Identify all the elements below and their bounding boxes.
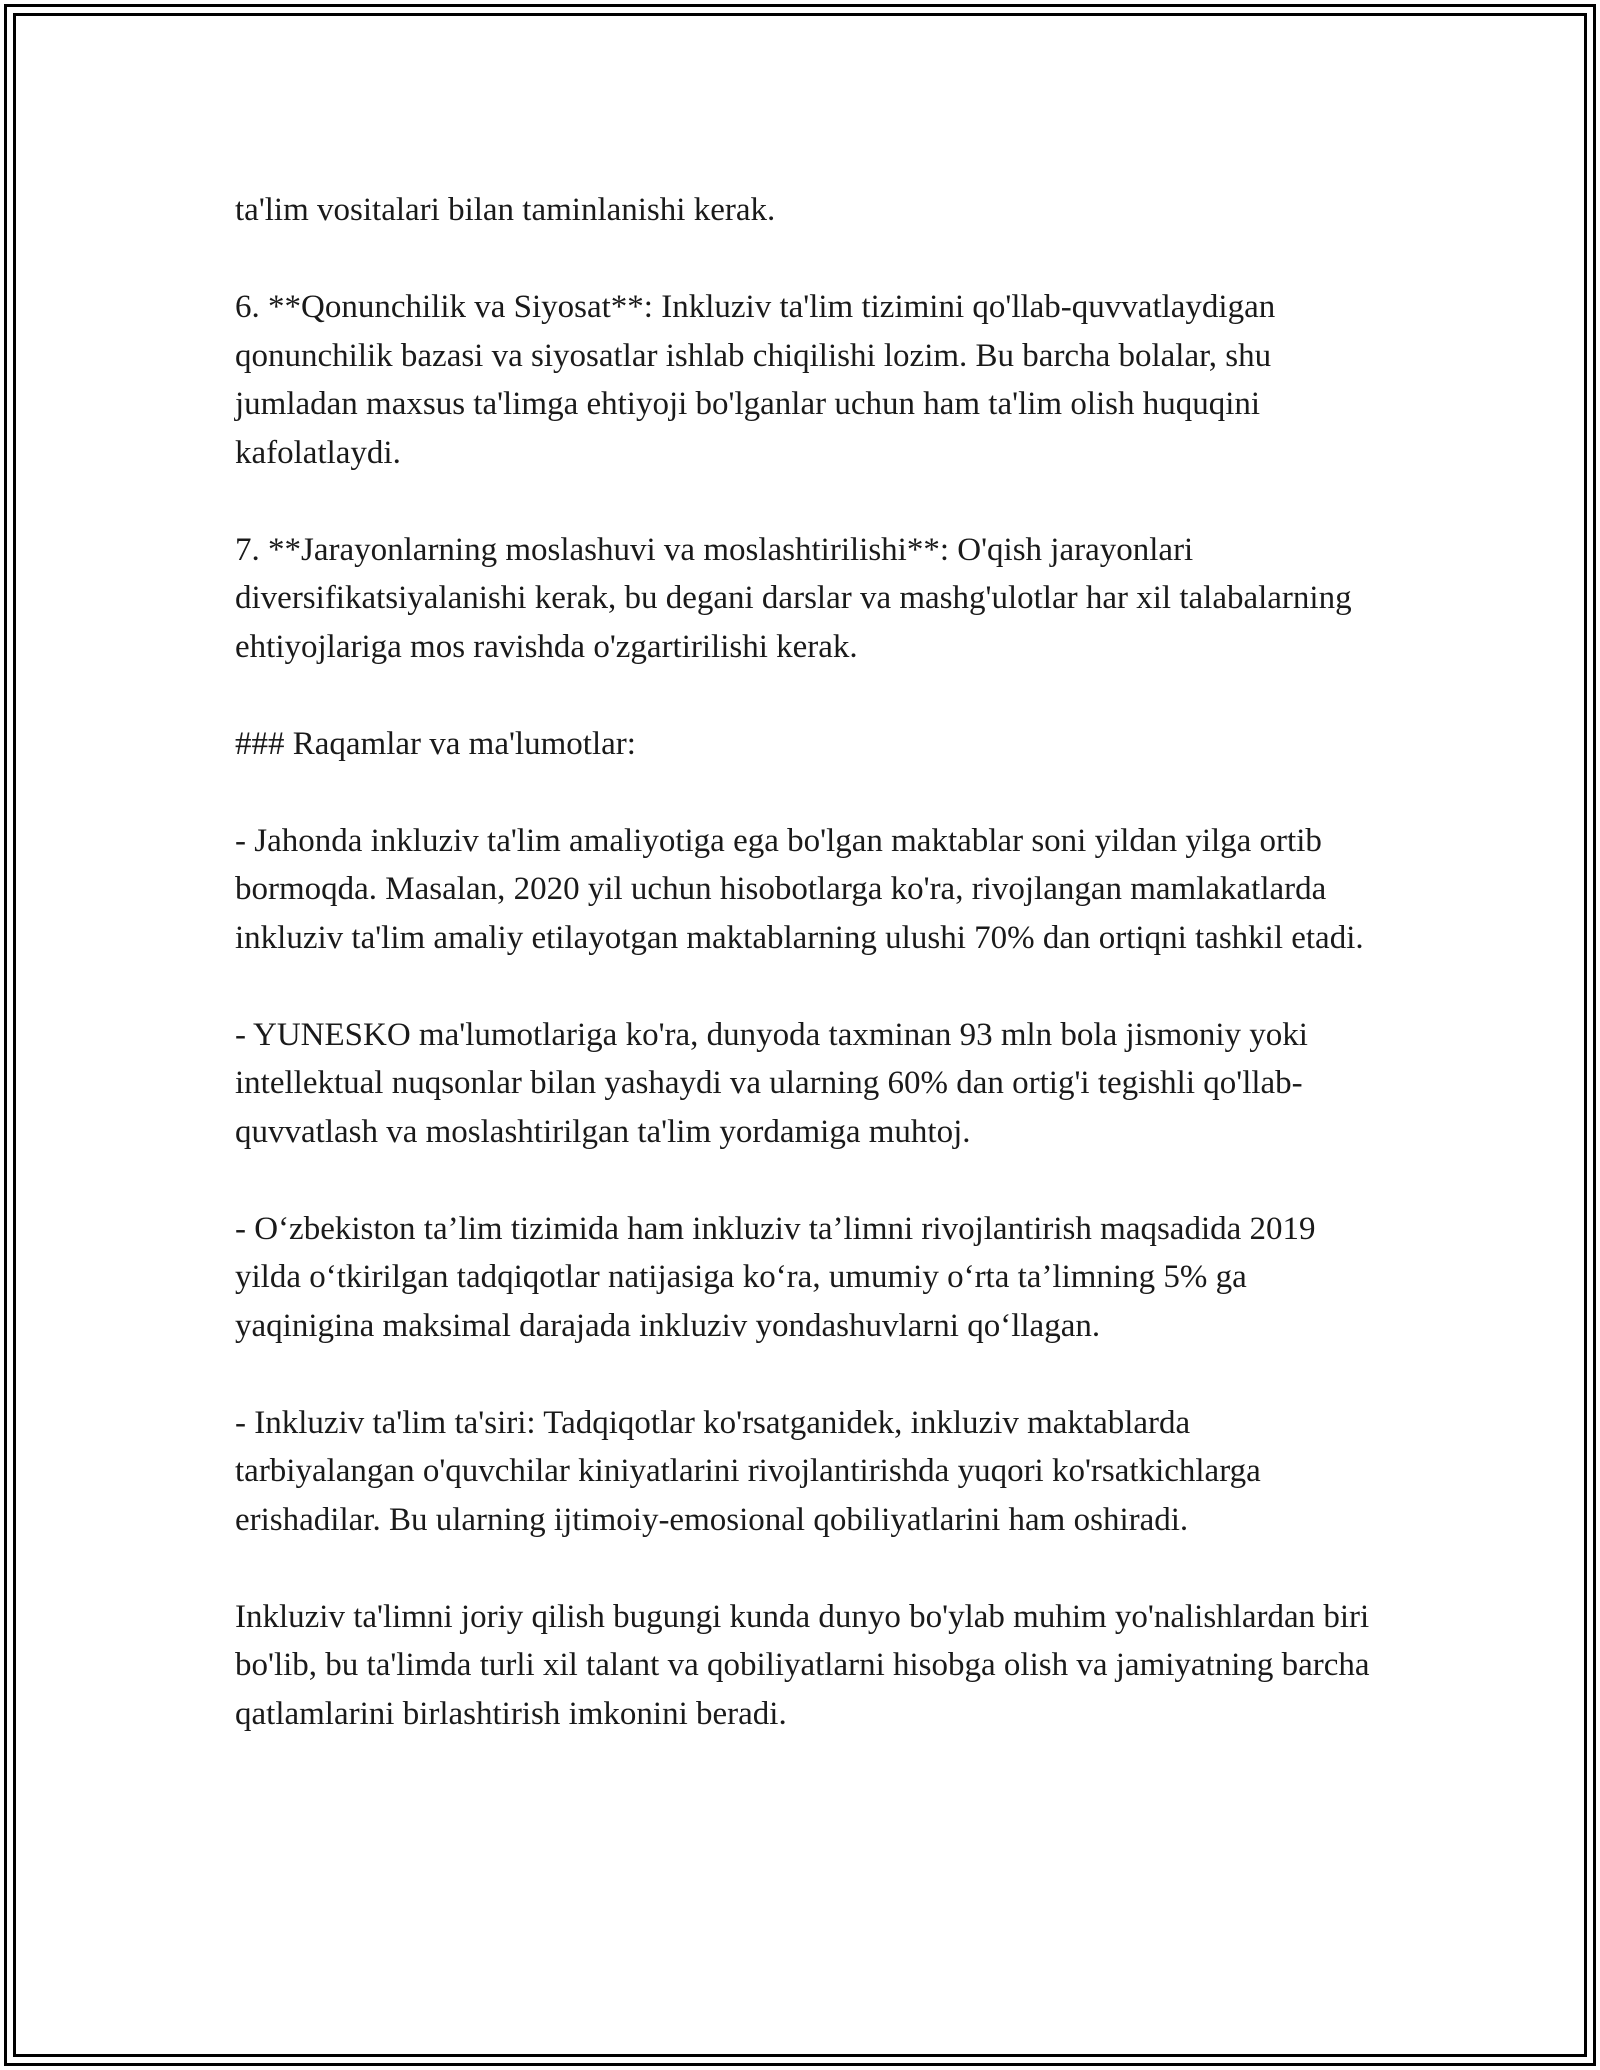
section-heading-figures: ### Raqamlar va ma'lumotlar: xyxy=(235,725,636,762)
paragraph-conclusion: Inkluziv ta'limni joriy qilish bugungi kunda dunyo bo'ylab muhim yo'nalishlardan biri bo'lib, bu ta'limda turli xil talant va qobiliyatlarni hisobga olish va jamiyatning barcha qatlamlarini birlashtirish imkonini beradi. xyxy=(235,1598,1370,1732)
paragraph-continuation: ta'lim vositalari bilan taminlanishi kerak. xyxy=(235,192,776,228)
document-body xyxy=(235,186,1375,1738)
paragraph-item-7-process-adaptation: 7. **Jarayonlarning moslashuvi va moslashtirilishi**: O'qish jarayonlari diversifikatsiyalanishi kerak, bu degani darslar va mashg'ulotlar har xil talabalarning ehtiyojlariga mos ravishda o'zgartirilishi kerak. xyxy=(235,531,1352,665)
bullet-impact: - Inkluziv ta'lim ta'siri: Tadqiqotlar ko'rsatganidek, inkluziv maktablarda tarbiyalangan o'quvchilar kiniyatlarini rivojlantirishda yuqori ko'rsatkichlarga erishadilar. Bu ularning ijtimoiy-emosional qobiliyatlarini ham oshiradi. xyxy=(235,1404,1261,1538)
paragraph-item-6-legislation: 6. **Qonunchilik va Siyosat**: Inkluziv ta'lim tizimini qo'llab-quvvatlaydigan qonunchilik bazasi va siyosatlar ishlab chiqilishi lozim. Bu barcha bolalar, shu jumladan maxsus ta'limga ehtiyoji bo'lganlar uchun ham ta'lim olish huquqini kafolatlaydi. xyxy=(235,289,1276,471)
bullet-unesco: - YUNESKO ma'lumotlariga ko'ra, dunyoda taxminan 93 mln bola jismoniy yoki intellektual nuqsonlar bilan yashaydi va ularning 60% dan ortig'i tegishli qo'llab-quvvatlash va moslashtirilgan ta'lim yordamiga muhtoj. xyxy=(235,1016,1308,1150)
bullet-world-schools: - Jahonda inkluziv ta'lim amaliyotiga ega bo'lgan maktablar soni yildan yilga ortib bormoqda. Masalan, 2020 yil uchun hisobotlarga ko'ra, rivojlangan mamlakatlarda inkluziv ta'lim amaliy etilayotgan maktablarning ulushi 70% dan ortiqni tashkil etadi. xyxy=(235,822,1364,956)
bullet-uzbekistan: - O‘zbekiston ta’lim tizimida ham inkluziv ta’limni rivojlantirish maqsadida 2019 yilda o‘tkirilgan tadqiqotlar natijasiga ko‘ra, umumiy o‘rta ta’limning 5% ga yaqinigina maksimal darajada inkluziv yondashuvlarni qo‘llagan. xyxy=(235,1210,1316,1344)
